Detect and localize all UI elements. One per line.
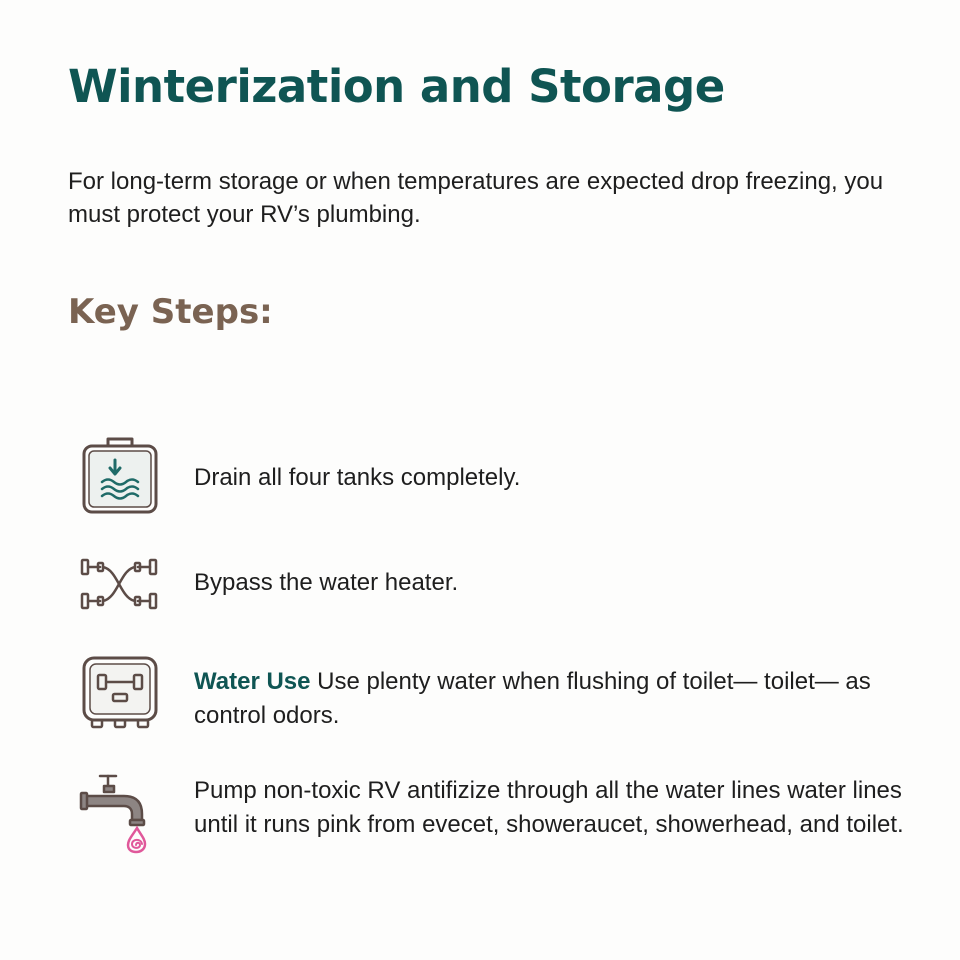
toilet-tank-icon: [78, 648, 166, 736]
water-use-label: Water Use: [194, 668, 311, 695]
page-title: Winterization and Storage: [68, 60, 725, 113]
step-water-use: [194, 665, 914, 733]
intro-paragraph: For long-term storage or when temperatures are expected drop freezing, you must protect your RV’s plumbing.: [68, 168, 884, 228]
step-antifreeze: Pump non-toxic RV antifizize through all the water lines water lines until it runs pink from evecet, showeraucet, showerhead, and toilet.: [194, 777, 904, 838]
key-steps-heading: Key Steps:: [68, 292, 273, 332]
step-drain-tanks: Drain all four tanks completely.: [194, 464, 521, 491]
bypass-valve-icon: [78, 540, 166, 628]
step-bypass-heater: Bypass the water heater.: [194, 569, 459, 596]
water-use-text: Use plenty water when flushing of toilet— toilet— as control odors.: [194, 668, 871, 729]
tank-drain-icon: [78, 432, 166, 520]
faucet-antifreeze-icon: [78, 766, 166, 854]
